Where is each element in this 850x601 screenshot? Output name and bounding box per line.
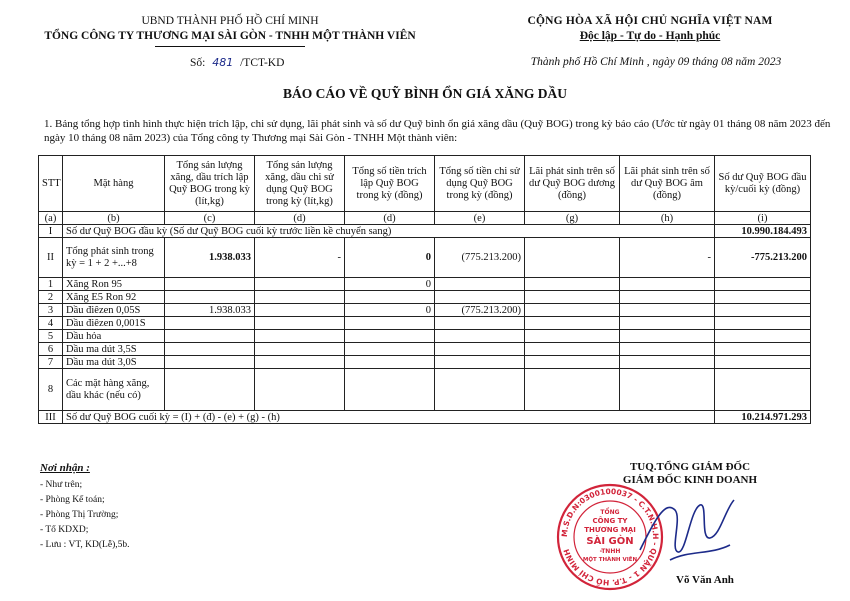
row-value-d2 (345, 343, 435, 356)
letter-cell: (i) (715, 212, 811, 225)
empty-cell (715, 356, 811, 369)
table-row-II (39, 238, 811, 278)
row-value-c: 1.938.033 (165, 304, 255, 317)
empty-cell (525, 343, 620, 356)
doc-no-suffix: /TCT-KD (240, 57, 285, 69)
document-number (190, 56, 284, 69)
empty-cell (525, 278, 620, 291)
header-d2: Tổng số tiền trích lập Quỹ BOG trong kỳ (đồng) (345, 156, 435, 212)
row-label: Các mặt hàng xăng, dầu khác (nếu có) (63, 369, 165, 411)
table-row (39, 304, 811, 317)
header-d1: Tổng sản lượng xăng, dầu chi sử dụng Quỹ BOG trong kỳ (lít,kg) (255, 156, 345, 212)
stamp-text: SÀI GÒN (586, 536, 634, 547)
row-value-e: (775.213.200) (435, 238, 525, 278)
row-value-e (435, 330, 525, 343)
recipient-item: - Phòng Kế toán; (40, 495, 105, 505)
row-label: Dầu điêzen 0,001S (63, 317, 165, 330)
row-stt: 6 (39, 343, 63, 356)
org-header (30, 14, 430, 44)
stamp-text: TỔNG (600, 509, 620, 516)
stamp-text: CÔNG TY (592, 517, 628, 525)
signature-line2: GIÁM ĐỐC KINH DOANH (622, 474, 758, 486)
empty-cell (525, 369, 620, 411)
row-value-d1 (255, 304, 345, 317)
row-stt: I (39, 225, 63, 238)
table-row (39, 343, 811, 356)
empty-cell (715, 291, 811, 304)
empty-cell (525, 330, 620, 343)
bog-table (38, 155, 811, 424)
header-i: Số dư Quỹ BOG đầu kỳ/cuối kỳ (đồng) (715, 156, 811, 212)
letter-cell: (d) (345, 212, 435, 225)
row-value-c (165, 317, 255, 330)
row-value-i: 10.990.184.493 (715, 225, 811, 238)
row-value-d2: 0 (345, 278, 435, 291)
row-label: Tổng phát sinh trong kỳ = 1 + 2 +...+8 (63, 238, 165, 278)
handwritten-signature-icon (630, 480, 740, 580)
table-row (39, 369, 811, 411)
recipient-item: - Phòng Thị Trường; (40, 510, 119, 520)
letter-cell: (e) (435, 212, 525, 225)
empty-cell (525, 356, 620, 369)
empty-cell (715, 304, 811, 317)
header-mat-hang: Mặt hàng (63, 156, 165, 212)
country-header (470, 14, 830, 44)
table-row-III (39, 411, 811, 424)
row-value-e (435, 278, 525, 291)
empty-cell (715, 317, 811, 330)
header-c: Tổng sản lượng xăng, dầu trích lập Quỹ BOG trong kỳ (lít,kg) (165, 156, 255, 212)
row-stt: 5 (39, 330, 63, 343)
row-stt: 8 (39, 369, 63, 411)
row-value-d1 (255, 291, 345, 304)
header-row (39, 156, 811, 212)
empty-cell (620, 317, 715, 330)
empty-cell (715, 330, 811, 343)
row-value-e: (775.213.200) (435, 304, 525, 317)
row-value-i: -775.213.200 (715, 238, 811, 278)
row-label: Số dư Quỹ BOG đầu kỳ (Số dư Quỹ BOG cuối kỳ trước liền kề chuyển sang) (63, 225, 715, 238)
empty-cell (620, 291, 715, 304)
empty-cell (620, 343, 715, 356)
row-value-e (435, 291, 525, 304)
intro-paragraph: 1. Bảng tổng hợp tình hình thực hiện trích lập, chi sử dụng, lãi phát sinh và số dư Quỹ bình ổn giá xăng dầu (Quỹ BOG) trong kỳ báo cáo (Ước từ ngày 01 tháng 08 năm 2023 đến ngày 10 tháng 08 năm 2023) của Tổng công ty Thương mại Sài Gòn - TNHH Một thành viên: (44, 118, 831, 144)
letter-cell: (b) (63, 212, 165, 225)
doc-no-value: 481 (212, 56, 234, 69)
recipient-item: - Tổ KDXD; (40, 525, 89, 535)
report-title: BÁO CÁO VỀ QUỸ BÌNH ỔN GIÁ XĂNG DẦU (282, 86, 568, 101)
empty-cell (525, 304, 620, 317)
row-value-c (165, 278, 255, 291)
empty-cell (620, 330, 715, 343)
row-value-d1: - (255, 238, 345, 278)
row-value-d1 (255, 343, 345, 356)
date-line: Thành phố Hồ Chí Minh , ngày 09 tháng 08 năm 2023 (530, 56, 782, 68)
recipient-item: - Lưu : VT, KD(Lễ),5b. (40, 540, 130, 550)
row-value-e (435, 317, 525, 330)
empty-cell (620, 278, 715, 291)
letter-cell: (a) (39, 212, 63, 225)
row-label: Dầu hỏa (63, 330, 165, 343)
table-row (39, 278, 811, 291)
row-stt: II (39, 238, 63, 278)
signer-name: Võ Văn Anh (676, 574, 734, 586)
row-value-d2: 0 (345, 238, 435, 278)
row-value-d2 (345, 356, 435, 369)
org-underline (155, 46, 305, 47)
row-value-d1 (255, 317, 345, 330)
stamp-text: MỘT THÀNH VIÊN (582, 557, 638, 563)
row-label: Số dư Quỹ BOG cuối kỳ = (I) + (đ) - (e) + (g) - (h) (63, 411, 715, 424)
empty-cell (620, 369, 715, 411)
recipients-list (40, 478, 130, 553)
table-row (39, 330, 811, 343)
row-label: Dầu điêzen 0,05S (63, 304, 165, 317)
row-stt: 2 (39, 291, 63, 304)
empty-cell (715, 369, 811, 411)
row-value-d2 (345, 317, 435, 330)
header-stt: STT (39, 156, 63, 212)
empty-cell (620, 356, 715, 369)
row-stt: 7 (39, 356, 63, 369)
empty-cell (525, 317, 620, 330)
letter-cell: (d) (255, 212, 345, 225)
table-row (39, 291, 811, 304)
signature-line1: TUQ.TỔNG GIÁM ĐỐC (629, 461, 751, 473)
row-value-d2 (345, 330, 435, 343)
row-stt: 1 (39, 278, 63, 291)
row-value-h: - (620, 238, 715, 278)
row-label: Xăng E5 Ron 92 (63, 291, 165, 304)
row-value-e (435, 343, 525, 356)
org-line2: TỔNG CÔNG TY THƯƠNG MẠI SÀI GÒN - TNHH MỘT THÀNH VIÊN (44, 30, 416, 42)
row-value-c (165, 291, 255, 304)
row-value-d2: 0 (345, 304, 435, 317)
row-value-c (165, 330, 255, 343)
empty-cell (525, 291, 620, 304)
header-e: Tổng số tiền chi sử dụng Quỹ BOG trong kỳ (đồng) (435, 156, 525, 212)
row-value-e (435, 369, 525, 411)
row-value-c: 1.938.033 (165, 238, 255, 278)
stamp-ring-text: M.S.D.N:0300100037 - C.T.N.H.H - QUẬN 1 - T.P. HỒ CHÍ MINH (559, 486, 661, 588)
stamp-text: THƯƠNG MẠI (584, 526, 636, 534)
doc-no-label: Số: (190, 57, 206, 69)
row-label: Dầu ma dút 3,0S (63, 356, 165, 369)
row-value-d1 (255, 356, 345, 369)
row-value-i: 10.214.971.293 (715, 411, 811, 424)
letter-cell: (g) (525, 212, 620, 225)
recipient-item: - Như trên; (40, 480, 83, 490)
country-line1: CỘNG HÒA XÃ HỘI CHỦ NGHĨA VIỆT NAM (527, 15, 773, 27)
row-value-g (525, 238, 620, 278)
row-value-d2 (345, 369, 435, 411)
row-value-d1 (255, 330, 345, 343)
row-label: Dầu ma dút 3,5S (63, 343, 165, 356)
row-stt: 4 (39, 317, 63, 330)
row-value-d1 (255, 369, 345, 411)
row-value-d1 (255, 278, 345, 291)
empty-cell (620, 304, 715, 317)
country-motto: Độc lập - Tự do - Hạnh phúc (579, 30, 721, 42)
empty-cell (715, 278, 811, 291)
row-label: Xăng Ron 95 (63, 278, 165, 291)
header-h: Lãi phát sinh trên số dư Quỹ BOG âm (đồng) (620, 156, 715, 212)
org-line1: UBND THÀNH PHỐ HỒ CHÍ MINH (141, 15, 319, 27)
row-value-d2 (345, 291, 435, 304)
letter-cell: (c) (165, 212, 255, 225)
letter-cell: (h) (620, 212, 715, 225)
row-stt: III (39, 411, 63, 424)
recipients-heading: Nơi nhận : (40, 462, 90, 474)
row-value-c (165, 343, 255, 356)
row-value-e (435, 356, 525, 369)
row-value-c (165, 369, 255, 411)
table-row-I (39, 225, 811, 238)
table-row (39, 317, 811, 330)
stamp-text: -TNHH (599, 548, 621, 555)
empty-cell (715, 343, 811, 356)
table-row (39, 356, 811, 369)
header-g: Lãi phát sinh trên số dư Quỹ BOG dương (đồng) (525, 156, 620, 212)
row-stt: 3 (39, 304, 63, 317)
row-value-c (165, 356, 255, 369)
letter-row (39, 212, 811, 225)
